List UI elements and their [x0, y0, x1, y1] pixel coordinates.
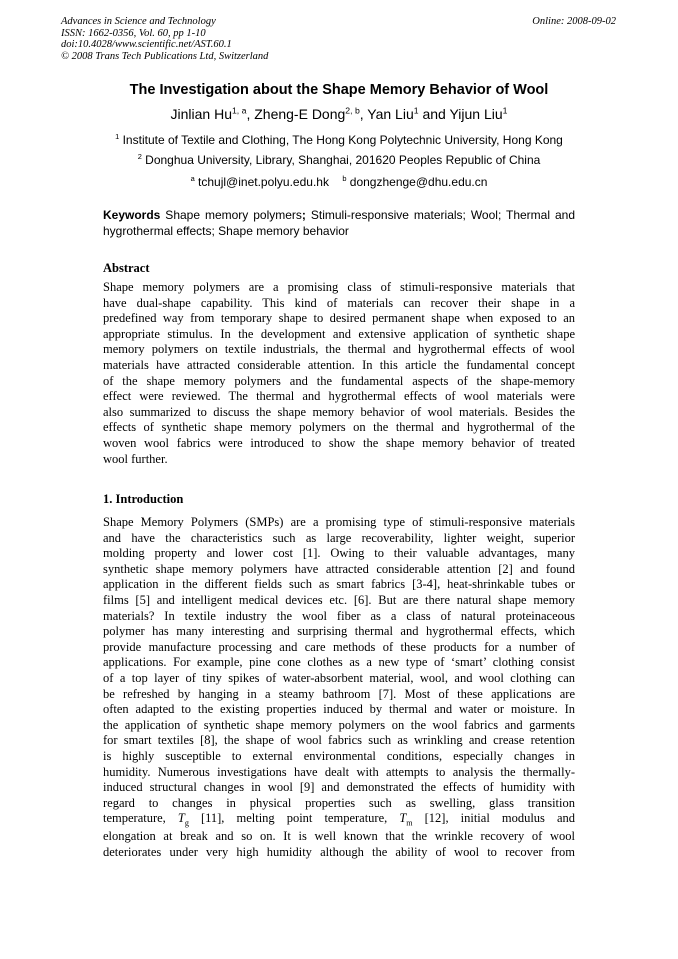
text-line: application in the different fields such as smart fabrics [3-4], heat-shrinkable tubes or: [103, 577, 575, 592]
email-link[interactable]: dongzhenge@dhu.edu.cn: [346, 175, 488, 189]
abstract-text: [103, 280, 575, 467]
journal-name: Advances in Science and Technology: [61, 16, 216, 27]
text-line: be refreshed by hanging in a steamy bathroom [7]. Most of these applications are: [103, 686, 575, 701]
text-line: provide manufacture processing and care methods of these products for a number of: [103, 639, 575, 654]
abstract-heading: Abstract: [103, 261, 150, 275]
text-line: Shape Memory Polymers (SMPs) are a promising type of stimuli-responsive materials: [103, 515, 575, 529]
text-line: elongation at break and so on. It is well known that the wrinkle recovery of wool: [103, 829, 575, 844]
paper-title: The Investigation about the Shape Memory Behavior of Wool: [129, 82, 549, 98]
text-line: applications. For example, pine cone clothes as a new type of ‘smart’ clothing consist: [103, 655, 575, 670]
text-line: also summarized to discuss the shape memory behavior of wool materials. Besides the: [103, 404, 575, 419]
text-line: often adapted to the existing properties induced by thermal and water or moisture. In: [103, 702, 575, 717]
text-line: Shape memory polymers are a promising class of stimuli-responsive materials that: [103, 280, 575, 294]
keywords-sep: ;: [301, 208, 306, 222]
copyright-line: © 2008 Trans Tech Publications Ltd, Switzerland: [61, 50, 269, 62]
tg-subscript: g: [184, 818, 189, 828]
text-line: deteriorates under very high humidity although the ability of wool to recover from: [103, 844, 575, 859]
aff-sup: 2: [137, 152, 142, 161]
text-line: [103, 811, 575, 829]
text-line: humidity. Numerous investigations have dealt with attempts to analysis the thermally-: [103, 764, 575, 779]
aff-sup: 1: [115, 132, 120, 141]
text-line: predefined way from temporary shape to desired permanent shape when exposed to an: [103, 311, 575, 326]
aff-text: Donghua University, Library, Shanghai, 201620 Peoples Republic of China: [141, 153, 541, 167]
author-name: , Yan Liu: [359, 106, 414, 122]
text-line: polymer has many interesting and surprising thermal and hygrothermal effects, which: [103, 624, 575, 639]
keywords-block: [103, 208, 575, 239]
text-line: and have the characteristics such as large recoverability, lighter weight, superior: [103, 530, 575, 545]
doi-line: doi:10.4028/www.scientific.net/AST.60.1: [61, 39, 232, 50]
text-line: induced structural changes in wool [9] and demonstrated the effects of humidity with: [103, 780, 575, 795]
text-line: of a top layer of tiny spikes of water-absorbent material, wool, and wool clothing can: [103, 670, 575, 685]
text-line: is highly susceptible to external environmental conditions, especially changes in: [103, 748, 575, 763]
text-line: materials have attracted considerable attention. In this article the fundamental concept: [103, 357, 575, 372]
author-name: and Yijun Liu: [418, 106, 503, 122]
keywords-label: Keywords: [103, 208, 161, 222]
text-line: regard to changes in physical properties such as swelling, glass transition: [103, 795, 575, 810]
text-line: wool further.: [103, 451, 168, 466]
tm-subscript: m: [406, 818, 413, 828]
keywords-text: Shape memory polymers: [160, 208, 302, 222]
email-sup: a: [190, 174, 195, 183]
text-line: have dual-shape capability. This kind of materials can recover their shape in a: [103, 295, 575, 310]
text-line: synthetic shape memory polymers have attracted considerable attention [2] and found: [103, 561, 575, 576]
text-line: for smart textiles [8], the shape of wool fabrics such as wrinkling and crease retention: [103, 733, 575, 748]
issn-line: ISSN: 1662-0356, Vol. 60, pp 1-10: [61, 27, 206, 39]
introduction-heading: 1. Introduction: [103, 492, 184, 506]
author-name: , Zheng-E Dong: [246, 106, 346, 122]
journal-header: [61, 16, 268, 62]
text-line: effects of synthetic shape memory polymers on the thermal and hygrothermal of the: [103, 420, 575, 435]
author-list: [0, 106, 678, 122]
aff-text: Institute of Textile and Clothing, The Hong Kong Polytechnic University, Hong Kong: [119, 133, 563, 147]
affiliation-1: [0, 133, 678, 147]
text-line: materials? In textile industry the wool fiber as a class of natural proteinaceous: [103, 608, 575, 623]
affiliation-2: [0, 153, 678, 167]
text-line: appropriate stimulus. In the development and extensive application of synthetic shape: [103, 326, 575, 341]
tm-symbol: T: [399, 811, 407, 826]
email-line: [0, 175, 678, 189]
text-line: woven wool fabrics were introduced to show the shape memory behavior of treated: [103, 435, 575, 450]
author-sup: 1: [413, 105, 419, 116]
author-sup: 2, b: [345, 105, 360, 116]
text-line: effect were reviewed. The thermal and hygrothermal effects of wool materials were: [103, 389, 575, 404]
tg-symbol: T: [177, 811, 185, 826]
text-run: [12], initial modulus and: [412, 811, 576, 826]
text-line: memory polymers on textile industrials, the thermal and hygrothermal effects of wool: [103, 342, 575, 357]
keywords-text: Stimuli-responsive materials; Wool; Thermal and hygrothermal effects; Shape memory behavior: [103, 208, 575, 238]
online-date: Online: 2008-09-02: [532, 16, 616, 27]
email-sup: b: [342, 174, 347, 183]
introduction-text: [103, 515, 575, 860]
author-name: Jinlian Hu: [170, 106, 232, 122]
text-line: of the shape memory polymers and the fundamental aspects of the shape-memory: [103, 373, 575, 388]
author-sup: 1: [502, 105, 508, 116]
author-sup: 1, a: [231, 105, 247, 116]
text-line: the application of synthetic shape memory polymers on the wool fabrics and garments: [103, 717, 575, 732]
text-run: [11], melting point temperature,: [188, 811, 400, 826]
email-link[interactable]: tchujl@inet.polyu.edu.hk: [194, 175, 329, 189]
text-line: films [5] and intelligent medical devices etc. [6]. But are there natural shape memory: [103, 592, 575, 607]
text-run: temperature,: [103, 811, 178, 826]
text-line: molding property and lower cost [1]. Owing to their valuable advantages, many: [103, 546, 575, 561]
